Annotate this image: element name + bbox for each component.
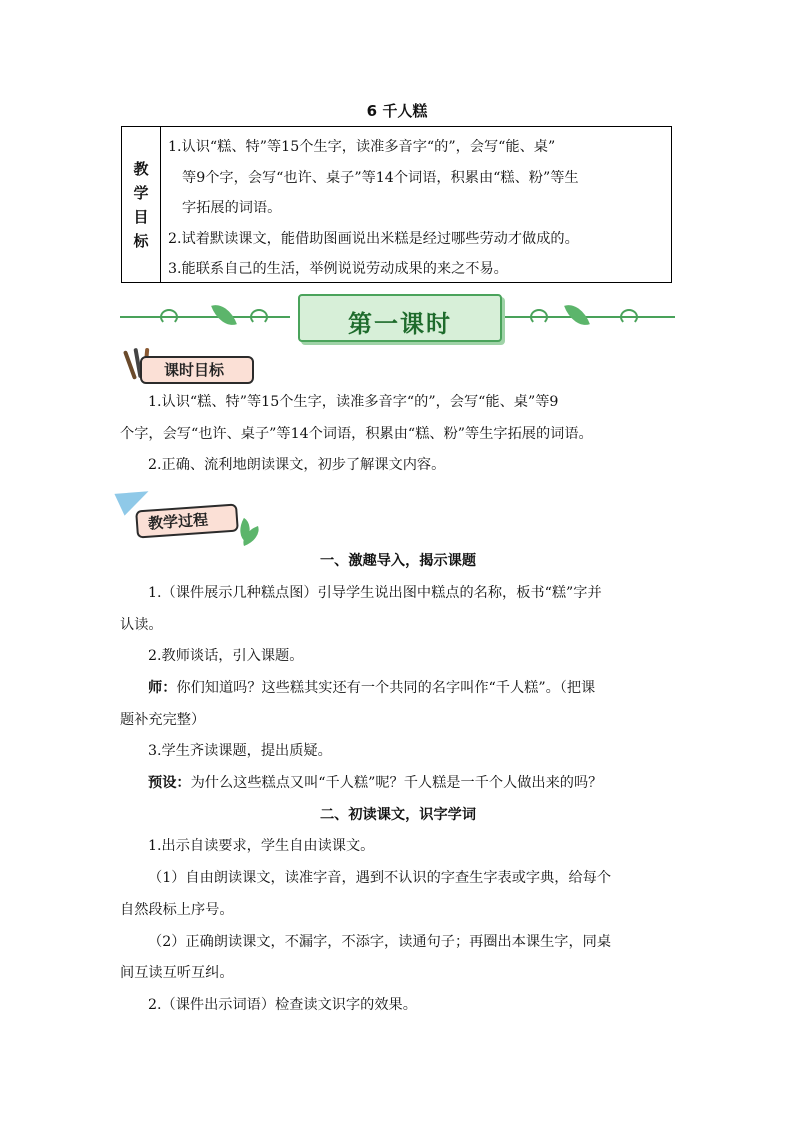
goals-head-char: 教 — [133, 159, 149, 178]
paragraph: 题补充完整） — [120, 711, 206, 728]
lesson-goals-tag: 课时目标 — [140, 356, 254, 384]
teaching-goals-table — [121, 126, 672, 283]
goal-line: 1.认识“糕、特”等15个生字，读准多音字“的”，会写“能、桌” — [168, 139, 556, 155]
teacher-label: 师： — [148, 679, 177, 696]
teacher-paragraph — [120, 673, 676, 705]
paragraph: 认读。 — [120, 616, 163, 633]
section-heading: 一、激趣导入，揭示课题 — [319, 553, 477, 570]
goals-head — [122, 127, 161, 282]
swirl-decoration — [620, 309, 638, 325]
preset-label: 预设： — [148, 775, 191, 792]
lesson-goal-line: 2.正确、流利地朗读课文，初步了解课文内容。 — [148, 457, 446, 474]
goals-head-char: 标 — [133, 231, 149, 250]
goal-line: 2.试着默读课文，能借助图画说出米糕是经过哪些劳动才做成的。 — [168, 230, 579, 247]
paragraph: （1）自由朗读课文，读准字音，遇到不认识的字查生字表或字典，给每个 — [148, 870, 612, 887]
section-heading: 二、初读课文，识字学词 — [319, 806, 477, 823]
swirl-decoration — [160, 309, 178, 325]
goals-head-char: 目 — [133, 207, 149, 226]
leaf-icon — [211, 300, 237, 331]
lesson-goal-line: 1.认识“糕、特”等15个生字，读准多音字“的”，会写“能、桌”等9 — [148, 394, 559, 410]
goals-head-char: 学 — [133, 183, 149, 202]
goals-body — [161, 127, 671, 282]
spacer — [120, 482, 676, 546]
lesson-goal-line: 个字，会写“也许、桌子”等14个词语，积累由“糕、粉”等生字拓展的词语。 — [120, 425, 593, 442]
paragraph: （2）正确朗读课文，不漏字，不添字，读通句子；再圈出本课生字，同桌 — [148, 933, 612, 950]
goal-line: 等9个字，会写“也许、桌子”等14个词语，积累由“糕、粉”等生 — [182, 169, 579, 186]
leaf-icon — [564, 300, 590, 331]
banner-plate — [298, 294, 502, 342]
banner-label: 第一课时 — [348, 310, 452, 338]
swirl-decoration — [250, 309, 268, 325]
teaching-process-tag: 教学过程 — [135, 503, 239, 538]
preset-text: 为什么这些糕点又叫“千人糕”呢？千人糕是一千个人做出来的吗？ — [190, 775, 603, 792]
paragraph: 2.（课件出示词语）检查读文识字的效果。 — [148, 996, 417, 1013]
goal-line: 3.能联系自己的生活，举例说说劳动成果的来之不易。 — [168, 261, 508, 277]
paragraph: 2.教师谈话，引入课题。 — [148, 648, 304, 665]
paragraph: 间互读互听互纠。 — [120, 965, 234, 982]
page-title: 6 千人糕 — [366, 102, 428, 120]
paragraph: 1.出示自读要求，学生自由读课文。 — [148, 838, 375, 855]
lesson-banner — [120, 292, 675, 342]
preset-paragraph — [120, 768, 676, 800]
paragraph: 自然段标上序号。 — [120, 901, 234, 918]
goal-line: 字拓展的词语。 — [182, 200, 282, 216]
paragraph: 1.（课件展示几种糕点图）引导学生说出图中糕点的名称，板书“糕”字并 — [148, 584, 602, 601]
teacher-text: 你们知道吗？这些糕其实还有一个共同的名字叫作“千人糕”。（把课 — [176, 679, 596, 696]
main-content — [120, 387, 676, 1022]
swirl-decoration — [530, 309, 548, 325]
paragraph: 3.学生齐读课题，提出质疑。 — [148, 743, 332, 760]
